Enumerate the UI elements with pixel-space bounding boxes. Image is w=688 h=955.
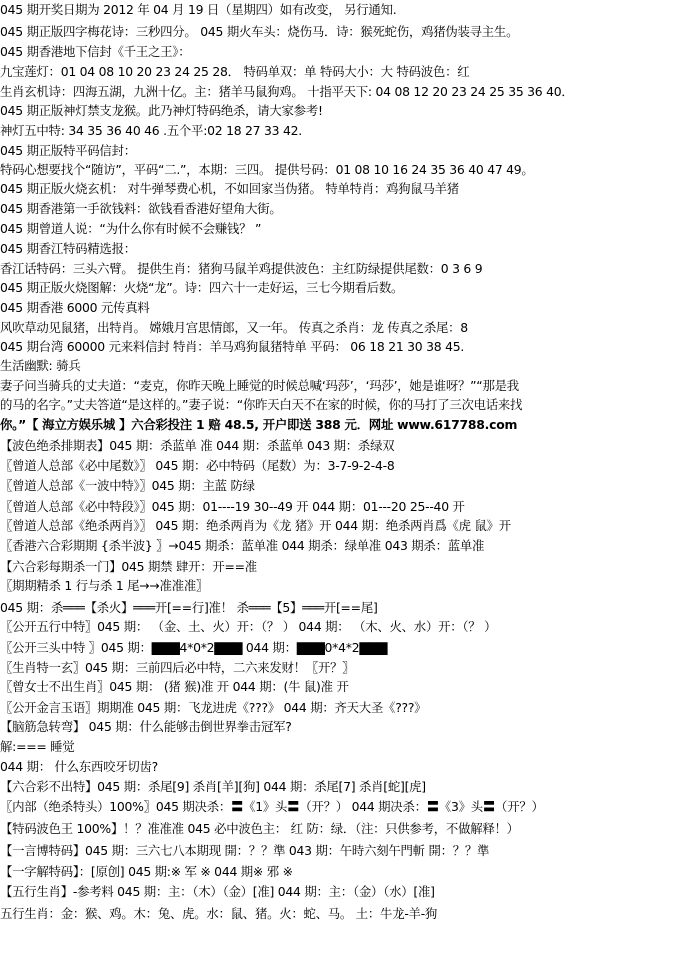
text-line: 的马的名字。”丈夫答道“是这样的。”妻子说：“你昨天白天不在家的时候，你的马打了三次电话来找 xyxy=(0,397,523,412)
text-line: 【五行生肖】-参考料 045 期：主：（木）（金）[准] 044 期：主：（金）（水）[准] xyxy=(0,884,435,899)
text-line: 【六合彩不出特】045 期：杀尾[9] 杀肖[羊][狗] 044 期：杀尾[7] 杀肖[蛇][虎] xyxy=(0,779,426,794)
text-line: 〖公开五行中特〗045 期： （金、土、火）开：（？ ） 044 期： （木、火、水）开：（？ ） xyxy=(0,619,497,634)
text-line: 〖期期精杀 1 行与杀 1 尾→→准准准〗 xyxy=(0,578,209,593)
header-line: 045 期开奖日期为 2012 年 04 月 19 日（星期四）如有改变， 另行通知. xyxy=(0,2,397,17)
text-line: 045 期香港第一手欲钱料：欲钱看香港好望角大街。 xyxy=(0,201,282,216)
text-line: 045 期台湾 60000 元来料信封 特肖：羊马鸡狗鼠猪特单 平码： 06 18 21 30 38 45. xyxy=(0,339,465,354)
text-line: 五行生肖：金：猴、鸡。木：兔、虎。水：鼠、猪。火：蛇、马。 土：牛龙-羊-狗 xyxy=(0,906,438,921)
ad-line: 你。”【 海立方娱乐城 】六合彩投注 1 赔 48.5, 开户即送 388 元．网址 www.617788.com xyxy=(0,417,518,432)
text-line: 〖曾道人总部《必中特段》〗045 期：01----19 30--49 开 044 期：01---20 25--40 开 xyxy=(0,499,465,514)
text-line: 【一字解特码】：[原创] 045 期:※ 军 ※ 044 期※ 邪 ※ xyxy=(0,864,293,879)
text-line: 【一言博特码】045 期：三六七八本期现 開：？？準 043 期：午時六刻午門斬 開：？？準 xyxy=(0,843,490,858)
text-line: 045 期曾道人说：“为什么你有时候不会赚钱？ ” xyxy=(0,221,262,236)
text-line: 【波色绝杀排期表】045 期：杀蓝单 准 044 期：杀蓝单 043 期：杀绿双 xyxy=(0,438,395,453)
text-line: 〖曾女士不出生肖〗045 期： (猪 猴)准 开 044 期：(牛 鼠)准 开 xyxy=(0,679,349,694)
text-line: 【特码波色王 100%】！？准准准 045 必中波色主： 红 防：绿．（注：只供参考，不做解释！） xyxy=(0,821,519,836)
text-line: 045 期正版火烧图解：火烧“龙”。诗：四六十一走好运，三七今期看后数。 xyxy=(0,280,404,295)
text-line: 045 期正版特平码信封： xyxy=(0,143,136,158)
text-line: 【六合彩每期杀一门】045 期禁 肆开：开==准 xyxy=(0,559,257,574)
text-line: 神灯五中特: 34 35 36 40 46 .五个平:02 18 27 33 42. xyxy=(0,123,302,138)
text-line: 045 期香港地下信封《千王之王》： xyxy=(0,44,191,59)
text-line: 〖内部（绝杀特头）100%〗045 期决杀：〓《1》头〓（开？） 044 期决杀：〓《3》头〓（开？） xyxy=(0,799,544,814)
text-line: 045 期正版神灯禁支龙猴。此乃神灯特码绝杀，请大家参考! xyxy=(0,103,323,118)
text-line: 〖曾道人总部《绝杀两肖》〗 045 期：绝杀两肖为《龙 猪》开 044 期：绝杀两肖爲《虎 鼠》开 xyxy=(0,518,511,533)
text-line: 〖曾道人总部《一波中特》〗045 期：主蓝 防绿 xyxy=(0,478,255,493)
text-line: 〖曾道人总部《必中尾数》〗 045 期：必中特码（尾数）为：3-7-9-2-4-8 xyxy=(0,458,395,473)
text-line: 045 期正版四字梅花诗：三秒四分。 045 期火车头：烧伤马．诗：猴死蛇伤，鸡猪伪装寻主生。 xyxy=(0,24,519,39)
text-line: 特码心想要找个“随访”，平码“二.”，本期：三四。 提供号码：01 08 10 16 24 35 36 40 47 49。 xyxy=(0,162,534,177)
text-line: 〖生肖特一玄〗045 期：三前四后必中特，二六来发财！〖开？〗 xyxy=(0,660,355,675)
text-line: 045 期正版火烧玄机： 对牛弹琴费心机，不如回家当伪猪。 特单特肖：鸡狗鼠马羊猪 xyxy=(0,181,459,196)
text-line: 解:=== 睡觉 xyxy=(0,739,75,754)
text-line: 045 期香江特码精选报： xyxy=(0,241,136,256)
text-line: 生活幽默: 骑兵 xyxy=(0,358,81,373)
text-line: 〖香港六合彩期期 {杀半波} 〗→045 期杀：蓝单准 044 期杀：绿单准 043 期杀：蓝单准 xyxy=(0,538,485,553)
text-line: 044 期： 什么东西咬牙切齿? xyxy=(0,759,159,774)
text-line: 九宝莲灯：01 04 08 10 20 23 24 25 28． 特码单双：单 特码大小：大 特码波色：红 xyxy=(0,64,470,79)
text-line: 妻子问当骑兵的丈夫道：“麦克，你昨天晚上睡觉的时候总喊‘玛莎’，‘玛莎’，她是谁呀？”“那是我 xyxy=(0,378,519,393)
text-line: 香江话特码：三头六臂。 提供生肖：猪狗马鼠羊鸡提供波色：主红防绿提供尾数：0 3 6 9 xyxy=(0,261,483,276)
text-line: 〖公开三头中特 〗045 期：▇▇▇4*0*2▇▇▇ 044 期：▇▇▇0*4*2▇▇▇ xyxy=(0,640,388,655)
text-line: 【脑筋急转弯】 045 期：什么能够击倒世界拳击冠军? xyxy=(0,719,292,734)
text-line: 生肖玄机诗：四海五湖，九洲十亿。主：猪羊马鼠狗鸡。 十指平天下: 04 08 12 20 23 24 25 35 36 40． xyxy=(0,84,574,99)
text-line: 风吹草动见鼠猪，出特肖。 嫦娥月宫思情郎，又一年。 传真之杀肖：龙 传真之杀尾：8 xyxy=(0,320,468,335)
text-line: 〖公开金言玉语〗期期准 045 期：飞龙进虎《???》 044 期：齐天大圣《???》 xyxy=(0,700,427,715)
text-line: 045 期香港 6000 元传真料 xyxy=(0,300,150,315)
text-line: 045 期：杀═══【杀火】═══开[==行]准！ 杀═══【5】═══开[==尾] xyxy=(0,600,378,615)
